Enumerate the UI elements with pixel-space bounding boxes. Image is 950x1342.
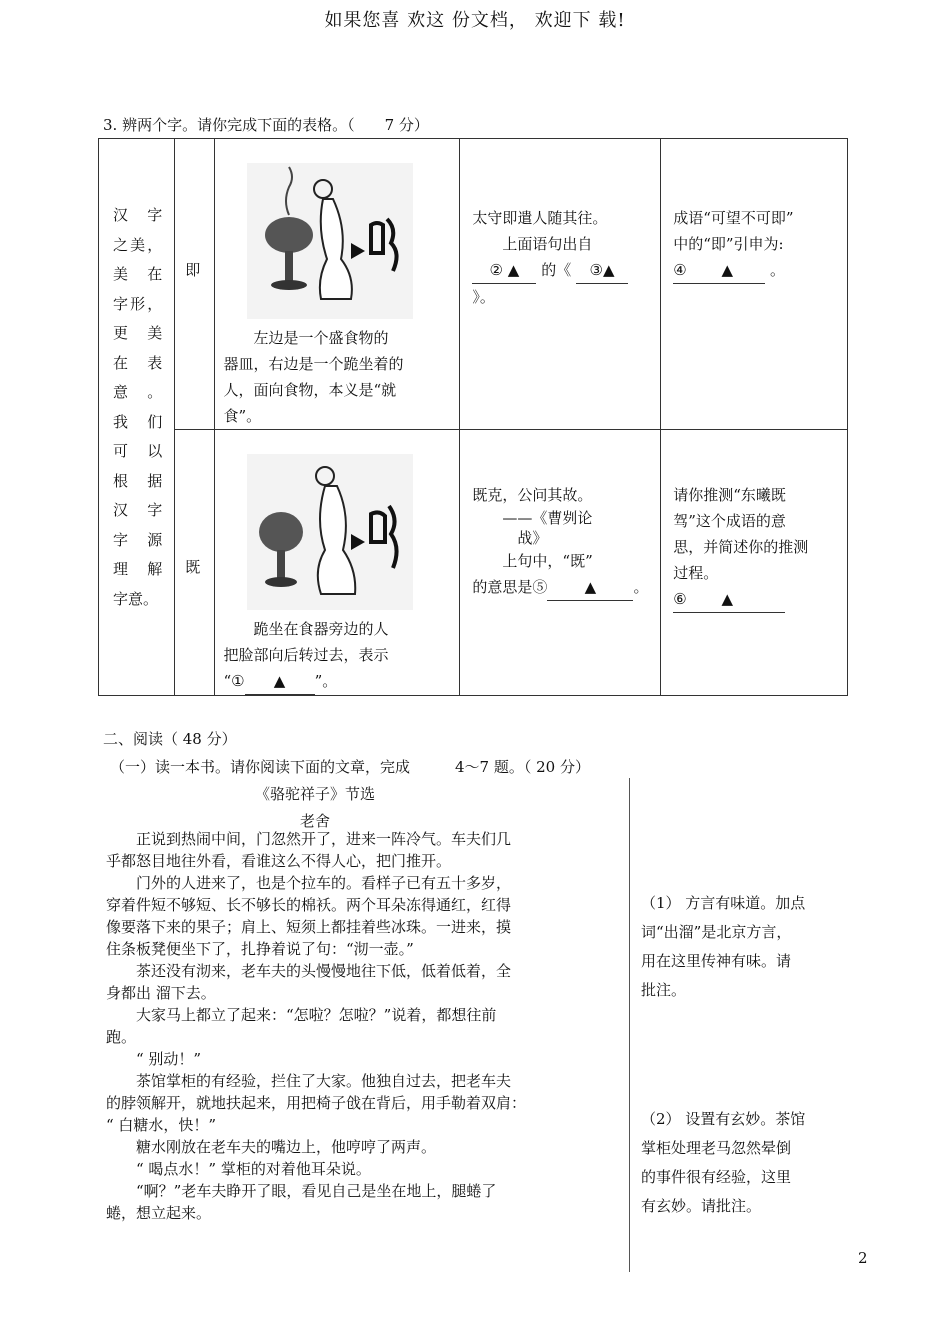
jixu-caption-line: 把脸部向后转过去，表示 <box>223 646 389 664</box>
article-line: 像要落下来的果子；肩上、短须上都挂着些冰珠。一进来，摸 <box>106 918 512 936</box>
article-line: 身都出 溜下去。 <box>106 984 216 1002</box>
ji-task-suffix: 。 <box>770 261 786 279</box>
ji-source-suffix: 》。 <box>472 288 495 306</box>
jixu-task-line: 驾”这个成语的意 <box>673 512 786 530</box>
article-author: 老舍 <box>299 812 330 830</box>
jixu-sentence-line: 上句中，“既” <box>472 552 593 570</box>
jixu-task-line: 过程。 <box>673 564 719 582</box>
jixu-task-line: 请你推测“东曦既 <box>673 486 786 504</box>
jixu-origin-cell <box>215 430 460 696</box>
answer-blank-6[interactable]: ⑥ ▲ <box>673 586 785 613</box>
jixu-caption-line: 跪坐在食器旁边的人 <box>223 620 389 638</box>
intro-column: 汉 字之美，美 在字形，更 美在 表意 。我 们可 以根 据汉 字字 源理 解字意。 <box>99 139 175 696</box>
page-number: 2 <box>858 1249 868 1267</box>
answer-blank-2[interactable]: ② ▲ <box>472 257 536 284</box>
article-body <box>106 828 576 1224</box>
note-line: 掌柜处理老马忽然晕倒 <box>641 1139 792 1157</box>
article-title: 《骆驼祥子》节选 <box>254 785 375 803</box>
jixu-meaning-suffix: 。 <box>633 578 649 596</box>
kneeling-person-facing-vessel-illustration <box>247 163 413 319</box>
article-line: 的脖领解开，就地扶起来，用把椅子戗在背后，用手勒着双肩： <box>106 1094 527 1112</box>
jixu-sentence-line: ——《曹刿论 <box>472 509 593 527</box>
jixu-sentence-line: 战》 <box>472 529 548 547</box>
annotation-note-1 <box>641 889 827 1005</box>
char-jixu-label: 既 <box>175 430 215 696</box>
triangle-marker-icon: ▲ <box>507 261 520 279</box>
ji-origin-cell <box>215 139 460 430</box>
jixu-blank-close: ”。 <box>314 672 338 690</box>
article-line: 乎都怒目地往外看，看谁这么不得人心，把门推开。 <box>106 852 452 870</box>
ji-task-cell <box>661 139 848 430</box>
annotation-note-2 <box>641 1105 827 1221</box>
character-table <box>98 138 848 696</box>
ji-caption-line: 左边是一个盛食物的 <box>223 329 389 347</box>
answer-blank-5[interactable] <box>547 574 633 601</box>
article-line: 跑。 <box>106 1028 137 1046</box>
jixu-meaning-label: 的意思是⑤ <box>472 578 548 596</box>
question-3-heading: 3. 辨两个字。请你完成下面的表格。（ 7 分） <box>103 116 429 134</box>
ji-source-connector: 的《 <box>541 261 572 279</box>
download-banner: 如果您喜 欢这 份文档， 欢迎下 载! <box>324 10 626 31</box>
jixu-task-line: 思，并简述你的推测 <box>673 538 809 556</box>
note-line: （1） 方言有味道。加点 <box>641 894 806 912</box>
jixu-task-cell <box>661 430 848 696</box>
triangle-marker-icon: ▲ <box>273 672 286 690</box>
ji-sentence-line: 太守即遣人随其往。 <box>472 209 608 227</box>
article-line: 正说到热闹中间，门忽然开了，进来一阵冷气。车夫们几 <box>106 830 512 848</box>
section-2-heading: 二、阅读（ 48 分） <box>103 730 237 748</box>
article-line: “ 别动！” <box>106 1050 202 1068</box>
answer-blank-1[interactable] <box>245 668 315 695</box>
article-line: 住条板凳便坐下了，扎挣着说了句：“沏一壶。” <box>106 940 414 958</box>
note-line: （2） 设置有玄妙。茶馆 <box>641 1110 806 1128</box>
ji-caption-line: 器皿，右边是一个跪坐着的 <box>223 355 404 373</box>
answer-blank-3[interactable]: ③▲ <box>576 257 628 284</box>
article-line: 大家马上都立了起来：“怎啦？怎啦？”说着，都想往前 <box>106 1006 497 1024</box>
article-line: 蜷，想立起来。 <box>106 1204 212 1222</box>
char-ji-label: 即 <box>175 139 215 430</box>
article-line: “ 喝点水！” 掌柜的对着他耳朵说。 <box>106 1160 371 1178</box>
jixu-sentence-cell <box>460 430 661 696</box>
article-line: “ 白糖水，快！” <box>106 1116 217 1134</box>
note-line: 词“出溜”是北京方言， <box>641 923 792 941</box>
triangle-marker-icon: ▲ <box>721 590 733 608</box>
note-line: 用在这里传神有味。请 <box>641 952 792 970</box>
article-line: 糖水刚放在老车夫的嘴边上，他哼哼了两声。 <box>106 1138 437 1156</box>
ji-sentence-cell <box>460 139 661 430</box>
article-line: “啊？”老车夫睁开了眼，看见自己是坐在地上，腿蜷了 <box>106 1182 497 1200</box>
article-line: 茶还没有沏来，老车夫的头慢慢地往下低，低着低着，全 <box>106 962 512 980</box>
ji-task-line: 成语“可望不可即” <box>673 209 794 227</box>
ji-caption-line: 人，面向食物，本义是“就 <box>223 381 397 399</box>
ji-sentence-line: 上面语句出自 <box>472 235 593 253</box>
article-line: 茶馆掌柜的有经验，拦住了大家。他独自过去，把老车夫 <box>106 1072 512 1090</box>
triangle-marker-icon: ▲ <box>721 261 733 279</box>
ji-task-line: 中的“即”引申为: <box>673 235 784 253</box>
triangle-marker-icon: ▲ <box>602 261 615 279</box>
article-line: 门外的人进来了，也是个拉车的。看样子已有五十多岁， <box>106 874 512 892</box>
annotation-divider <box>629 778 630 1272</box>
note-line: 批注。 <box>641 981 687 999</box>
article-line: 穿着件短不够短、长不够长的棉袄。两个耳朵冻得通红，红得 <box>106 896 512 914</box>
answer-blank-4[interactable]: ④ ▲ <box>673 257 765 284</box>
jixu-blank-open: “① <box>223 672 245 690</box>
triangle-marker-icon: ▲ <box>584 578 597 596</box>
subsection-1-heading: （一）读一本书。请你阅读下面的文章，完成 4～7 题。（ 20 分） <box>110 758 590 776</box>
note-line: 有玄妙。请批注。 <box>641 1197 762 1215</box>
ji-caption-line: 食”。 <box>223 407 262 425</box>
kneeling-person-turned-away-illustration <box>247 454 413 610</box>
jixu-sentence-line: 既克，公问其故。 <box>472 486 593 504</box>
note-line: 的事件很有经验，这里 <box>641 1168 792 1186</box>
